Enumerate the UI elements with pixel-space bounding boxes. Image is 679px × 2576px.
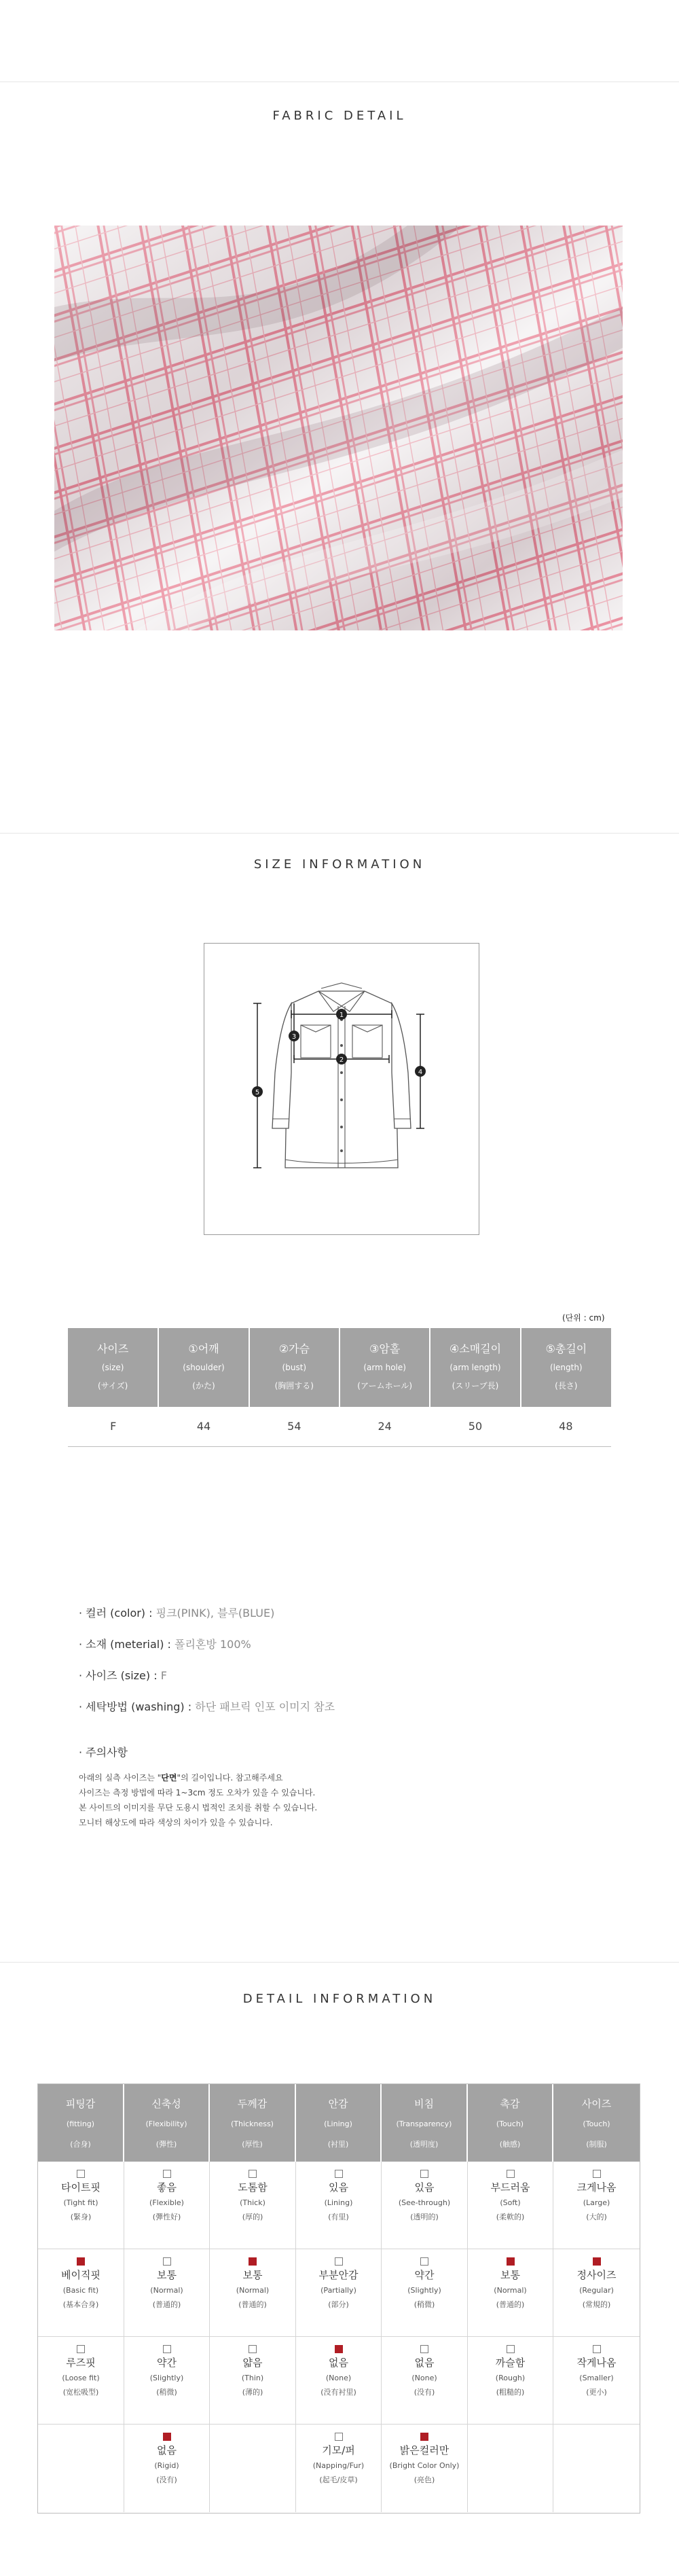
info-item	[79, 1660, 622, 1692]
detail-option-jp: (没有)	[414, 2388, 435, 2397]
detail-cell	[124, 2162, 210, 2249]
detail-option-label: 기모/퍼	[322, 2444, 355, 2456]
detail-cell	[124, 2425, 210, 2512]
checkbox-icon	[163, 2345, 171, 2353]
detail-header-jp: (合身)	[70, 2140, 91, 2149]
detail-option-label: 약간	[157, 2357, 177, 2369]
checkbox-icon	[77, 2345, 85, 2353]
detail-cell	[296, 2162, 382, 2249]
detail-header-label: 사이즈	[581, 2098, 612, 2110]
detail-cell	[296, 2249, 382, 2337]
detail-option-en: (Basic fit)	[62, 2286, 99, 2295]
size-cell: 48	[521, 1407, 611, 1446]
detail-header-label: 신축성	[151, 2098, 181, 2110]
fabric-check-pattern	[54, 226, 623, 630]
checked-box-icon	[77, 2257, 85, 2266]
detail-cell	[553, 2425, 640, 2512]
detail-option-label: 좋음	[157, 2181, 177, 2194]
detail-cell	[468, 2425, 553, 2512]
detail-option-jp: (更小)	[586, 2388, 607, 2397]
detail-option-en: (Slightly)	[149, 2374, 184, 2382]
detail-cell	[124, 2249, 210, 2337]
detail-table	[37, 2083, 640, 2514]
detail-cell	[468, 2337, 553, 2425]
notice-block	[79, 1745, 622, 1830]
size-header-1	[158, 1328, 249, 1407]
size-header-en: (bust)	[282, 1363, 307, 1372]
detail-option-label: 보통	[242, 2269, 263, 2281]
unit-note: (단위 : cm)	[562, 1313, 605, 1323]
detail-option-jp: (亮色)	[414, 2475, 435, 2484]
info-value: F	[160, 1669, 167, 1682]
size-header-4	[430, 1328, 520, 1407]
detail-header-jp: (彈性)	[155, 2140, 177, 2149]
detail-cell	[38, 2425, 124, 2512]
size-header-label: ③암홀	[369, 1342, 401, 1355]
size-header-en: (arm length)	[449, 1363, 501, 1372]
marker-1-label: 1	[339, 1012, 344, 1019]
marker-2-label: 2	[339, 1056, 344, 1064]
detail-option-label: 부분안감	[318, 2269, 359, 2281]
size-header-en: (shoulder)	[183, 1363, 225, 1372]
size-header-0	[68, 1328, 158, 1407]
size-header-jp: (スリーブ長)	[452, 1381, 499, 1391]
detail-option-label: 있음	[329, 2181, 348, 2194]
detail-cell	[382, 2162, 468, 2249]
detail-option-label: 보통	[500, 2269, 520, 2281]
size-header-label: 사이즈	[96, 1342, 129, 1355]
checkbox-icon	[507, 2170, 515, 2178]
detail-cell	[382, 2249, 468, 2337]
fabric-detail-title: FABRIC DETAIL	[272, 109, 407, 123]
detail-header-en: (Transparency)	[396, 2119, 452, 2128]
detail-option-label: 베이직핏	[61, 2269, 100, 2281]
detail-option-jp: (稍微)	[414, 2300, 435, 2309]
size-cell: F	[68, 1407, 158, 1446]
detail-option-label: 작게나옴	[576, 2357, 617, 2369]
checkbox-icon	[420, 2170, 428, 2178]
detail-option-label: 없음	[157, 2444, 177, 2456]
detail-option-en: (Partially)	[320, 2286, 356, 2295]
detail-cell	[296, 2425, 382, 2512]
marker-4-label: 4	[418, 1069, 423, 1076]
checked-box-icon	[420, 2433, 428, 2441]
detail-option-en: (Tight fit)	[63, 2198, 98, 2207]
size-table-header	[68, 1328, 611, 1407]
detail-option-label: 부드러움	[490, 2181, 530, 2194]
detail-cell	[553, 2162, 640, 2249]
detail-option-jp: (緊身)	[70, 2213, 92, 2221]
detail-cell	[210, 2425, 296, 2512]
info-item	[79, 1692, 622, 1723]
detail-header-3	[296, 2084, 382, 2162]
detail-option-label: 있음	[414, 2181, 435, 2194]
detail-cell	[210, 2337, 296, 2425]
notice-text: 사이즈는 측정 방법에 따라 1~3cm 정도 오차가 있을 수 있습니다.	[79, 1788, 316, 1797]
detail-option-en: (Thick)	[240, 2198, 265, 2207]
detail-cell	[210, 2162, 296, 2249]
detail-option-jp: (普通的)	[496, 2300, 525, 2309]
detail-cell	[468, 2162, 553, 2249]
detail-header-0	[38, 2084, 124, 2162]
detail-option-jp: (透明的)	[410, 2213, 439, 2221]
detail-option-en: (Bright Color Only)	[389, 2461, 460, 2470]
info-value: 하단 패브릭 인포 이미지 참조	[195, 1700, 335, 1713]
detail-option-jp: (常規的)	[582, 2300, 611, 2309]
notice-text: "의 길이입니다. 참고해주세요	[177, 1773, 283, 1783]
detail-cell	[553, 2249, 640, 2337]
detail-option-jp: (大的)	[586, 2213, 607, 2221]
detail-option-jp: (普通的)	[238, 2300, 267, 2309]
size-header-en: (length)	[550, 1363, 583, 1372]
detail-option-en: (Lining)	[324, 2198, 353, 2207]
detail-option-en: (Soft)	[500, 2198, 521, 2207]
size-table-body	[68, 1407, 611, 1446]
detail-header-label: 안감	[328, 2098, 348, 2110]
detail-header-jp: (厚性)	[242, 2140, 263, 2149]
checkbox-icon	[77, 2170, 85, 2178]
detail-option-label: 정사이즈	[576, 2269, 617, 2281]
detail-header-jp: (透明度)	[409, 2140, 439, 2149]
size-header-label: ④소매길이	[449, 1342, 502, 1355]
detail-option-en: (Normal)	[236, 2286, 270, 2295]
checkbox-icon	[335, 2170, 343, 2178]
table-row	[68, 1407, 611, 1446]
checked-box-icon	[163, 2433, 171, 2441]
detail-header-label: 촉감	[500, 2098, 520, 2110]
checkbox-icon	[507, 2345, 515, 2353]
size-header-label: ①어깨	[188, 1342, 219, 1355]
checkbox-icon	[420, 2345, 428, 2353]
size-cell: 50	[430, 1407, 520, 1446]
info-item	[79, 1629, 622, 1660]
info-label: · 컬러 (color) :	[79, 1607, 156, 1620]
checkbox-icon	[249, 2170, 257, 2178]
size-header-jp: (長さ)	[555, 1381, 578, 1391]
detail-option-label: 보통	[157, 2269, 177, 2281]
detail-option-jp: (基本合身)	[62, 2300, 99, 2309]
checkbox-icon	[163, 2257, 171, 2266]
detail-option-jp: (厚的)	[242, 2213, 263, 2221]
detail-cell	[210, 2249, 296, 2337]
size-diagram	[204, 943, 479, 1235]
checked-box-icon	[335, 2345, 343, 2353]
notice-title: · 주의사항	[79, 1746, 128, 1759]
detail-option-en: (Rough)	[495, 2374, 526, 2382]
detail-option-en: (Normal)	[150, 2286, 183, 2295]
fabric-photo	[54, 226, 623, 630]
info-item	[79, 1598, 622, 1629]
notice-line	[79, 1770, 622, 1785]
detail-cell	[382, 2425, 468, 2512]
marker-3-label: 3	[291, 1033, 297, 1041]
detail-option-en: (Normal)	[494, 2286, 527, 2295]
detail-option-label: 없음	[414, 2357, 435, 2369]
size-header-3	[340, 1328, 430, 1407]
checked-box-icon	[249, 2257, 257, 2266]
size-header-5	[521, 1328, 611, 1407]
checked-box-icon	[507, 2257, 515, 2266]
detail-cell	[38, 2337, 124, 2425]
checkbox-icon	[420, 2257, 428, 2266]
detail-option-jp: (粗糙的)	[496, 2388, 525, 2397]
divider-size	[0, 833, 679, 834]
size-cell: 24	[340, 1407, 430, 1446]
info-value: 핑크(PINK), 블루(BLUE)	[155, 1607, 275, 1620]
detail-option-jp: (彈性好)	[152, 2213, 181, 2221]
detail-cell	[124, 2337, 210, 2425]
detail-option-en: (Loose fit)	[62, 2374, 100, 2382]
detail-option-label: 얇음	[242, 2357, 263, 2369]
detail-option-jp: (没有)	[156, 2475, 177, 2484]
checkbox-icon	[335, 2257, 343, 2266]
notice-text: 본 사이트의 이미지를 무단 도용시 법적인 조치를 취할 수 있습니다.	[79, 1803, 318, 1812]
detail-header-jp: (衬里)	[327, 2140, 349, 2149]
notice-text: 모니터 해상도에 따라 색상의 차이가 있을 수 있습니다.	[79, 1818, 273, 1827]
shirt-illustration	[204, 944, 479, 1234]
size-information-title: SIZE INFORMATION	[253, 857, 426, 872]
notice-bold: 단면	[161, 1773, 177, 1783]
detail-option-label: 없음	[329, 2357, 348, 2369]
detail-option-en: (Large)	[583, 2198, 610, 2207]
info-label: · 소재 (meterial) :	[79, 1638, 175, 1651]
size-header-jp: (アームホール)	[357, 1381, 413, 1391]
checkbox-icon	[335, 2433, 343, 2441]
detail-option-jp: (普通的)	[152, 2300, 181, 2309]
detail-cell	[296, 2337, 382, 2425]
size-table	[68, 1328, 611, 1447]
detail-cell	[38, 2249, 124, 2337]
detail-header-2	[210, 2084, 296, 2162]
detail-option-label: 도톰함	[238, 2181, 268, 2194]
detail-option-jp: (部分)	[328, 2300, 349, 2309]
detail-option-jp: (稍微)	[156, 2388, 177, 2397]
detail-option-en: (Thin)	[241, 2374, 264, 2382]
size-header-jp: (サイズ)	[97, 1381, 128, 1391]
notice-line	[79, 1800, 622, 1815]
size-header-2	[249, 1328, 340, 1407]
detail-header-en: (Flexibility)	[145, 2119, 187, 2128]
notice-text: 아래의 실측 사이즈는 "	[79, 1773, 162, 1783]
detail-option-jp: (柔軟的)	[496, 2213, 525, 2221]
detail-header-jp: (制服)	[586, 2140, 607, 2149]
detail-header-en: (Touch)	[496, 2119, 524, 2128]
detail-option-en: (Smaller)	[579, 2374, 614, 2382]
detail-information-title: DETAIL INFORMATION	[242, 1992, 437, 2006]
divider-detail	[0, 1962, 679, 1963]
detail-option-jp: (有里)	[328, 2213, 349, 2221]
size-header-label: ②가슴	[278, 1342, 310, 1355]
info-label: · 세탁방법 (washing) :	[79, 1700, 196, 1713]
info-value: 폴리혼방 100%	[175, 1638, 251, 1651]
product-info	[79, 1598, 622, 1723]
detail-header-6	[553, 2084, 640, 2162]
size-header-en: (arm hole)	[363, 1363, 406, 1372]
detail-header-label: 비침	[414, 2098, 434, 2110]
checkbox-icon	[249, 2345, 257, 2353]
detail-cell	[468, 2249, 553, 2337]
detail-header-1	[124, 2084, 210, 2162]
size-cell: 54	[249, 1407, 340, 1446]
checkbox-icon	[593, 2345, 601, 2353]
notice-line	[79, 1815, 622, 1830]
detail-header-en: (Thickness)	[231, 2119, 274, 2128]
notice-line	[79, 1785, 622, 1800]
checkbox-icon	[593, 2170, 601, 2178]
detail-option-en: (Regular)	[579, 2286, 614, 2295]
detail-option-label: 밝은컬러만	[399, 2444, 449, 2456]
detail-option-label: 까슬함	[495, 2357, 526, 2369]
detail-option-label: 타이트핏	[61, 2181, 100, 2194]
size-header-jp: (胸囲する)	[274, 1381, 314, 1391]
detail-header-en: (fitting)	[66, 2119, 95, 2128]
info-label: · 사이즈 (size) :	[79, 1669, 161, 1682]
size-cell: 44	[158, 1407, 249, 1446]
detail-header-label: 두께감	[237, 2098, 268, 2110]
detail-header-en: (Lining)	[324, 2119, 352, 2128]
detail-option-en: (None)	[325, 2374, 352, 2382]
detail-cell	[38, 2162, 124, 2249]
detail-cell	[553, 2337, 640, 2425]
detail-option-jp: (薄的)	[242, 2388, 263, 2397]
detail-option-en: (Rigid)	[154, 2461, 179, 2470]
detail-option-en: (None)	[411, 2374, 437, 2382]
detail-option-en: (Napping/Fur)	[312, 2461, 365, 2470]
detail-header-en: (Touch)	[583, 2119, 610, 2128]
detail-option-en: (Flexible)	[149, 2198, 184, 2207]
detail-header-jp: (触感)	[499, 2140, 521, 2149]
size-header-jp: (かた)	[192, 1381, 215, 1391]
detail-cell	[382, 2337, 468, 2425]
size-header-en: (size)	[101, 1363, 124, 1372]
detail-option-jp: (起毛/皮草)	[319, 2475, 358, 2484]
detail-header-5	[468, 2084, 553, 2162]
detail-option-label: 크게나옴	[576, 2181, 617, 2194]
detail-header-label: 피팅감	[65, 2098, 96, 2110]
detail-option-jp: (没有衬里)	[320, 2388, 356, 2397]
marker-5-label: 5	[255, 1089, 260, 1096]
detail-option-en: (Slightly)	[407, 2286, 441, 2295]
size-header-label: ⑤총길이	[545, 1342, 587, 1355]
notice-lines	[79, 1770, 622, 1830]
checked-box-icon	[593, 2257, 601, 2266]
checkbox-icon	[163, 2170, 171, 2178]
detail-option-en: (See-through)	[398, 2198, 451, 2207]
detail-header-4	[382, 2084, 468, 2162]
detail-option-label: 약간	[414, 2269, 435, 2281]
detail-option-label: 루즈핏	[66, 2357, 96, 2369]
detail-option-jp: (宽松吸型)	[62, 2388, 99, 2397]
